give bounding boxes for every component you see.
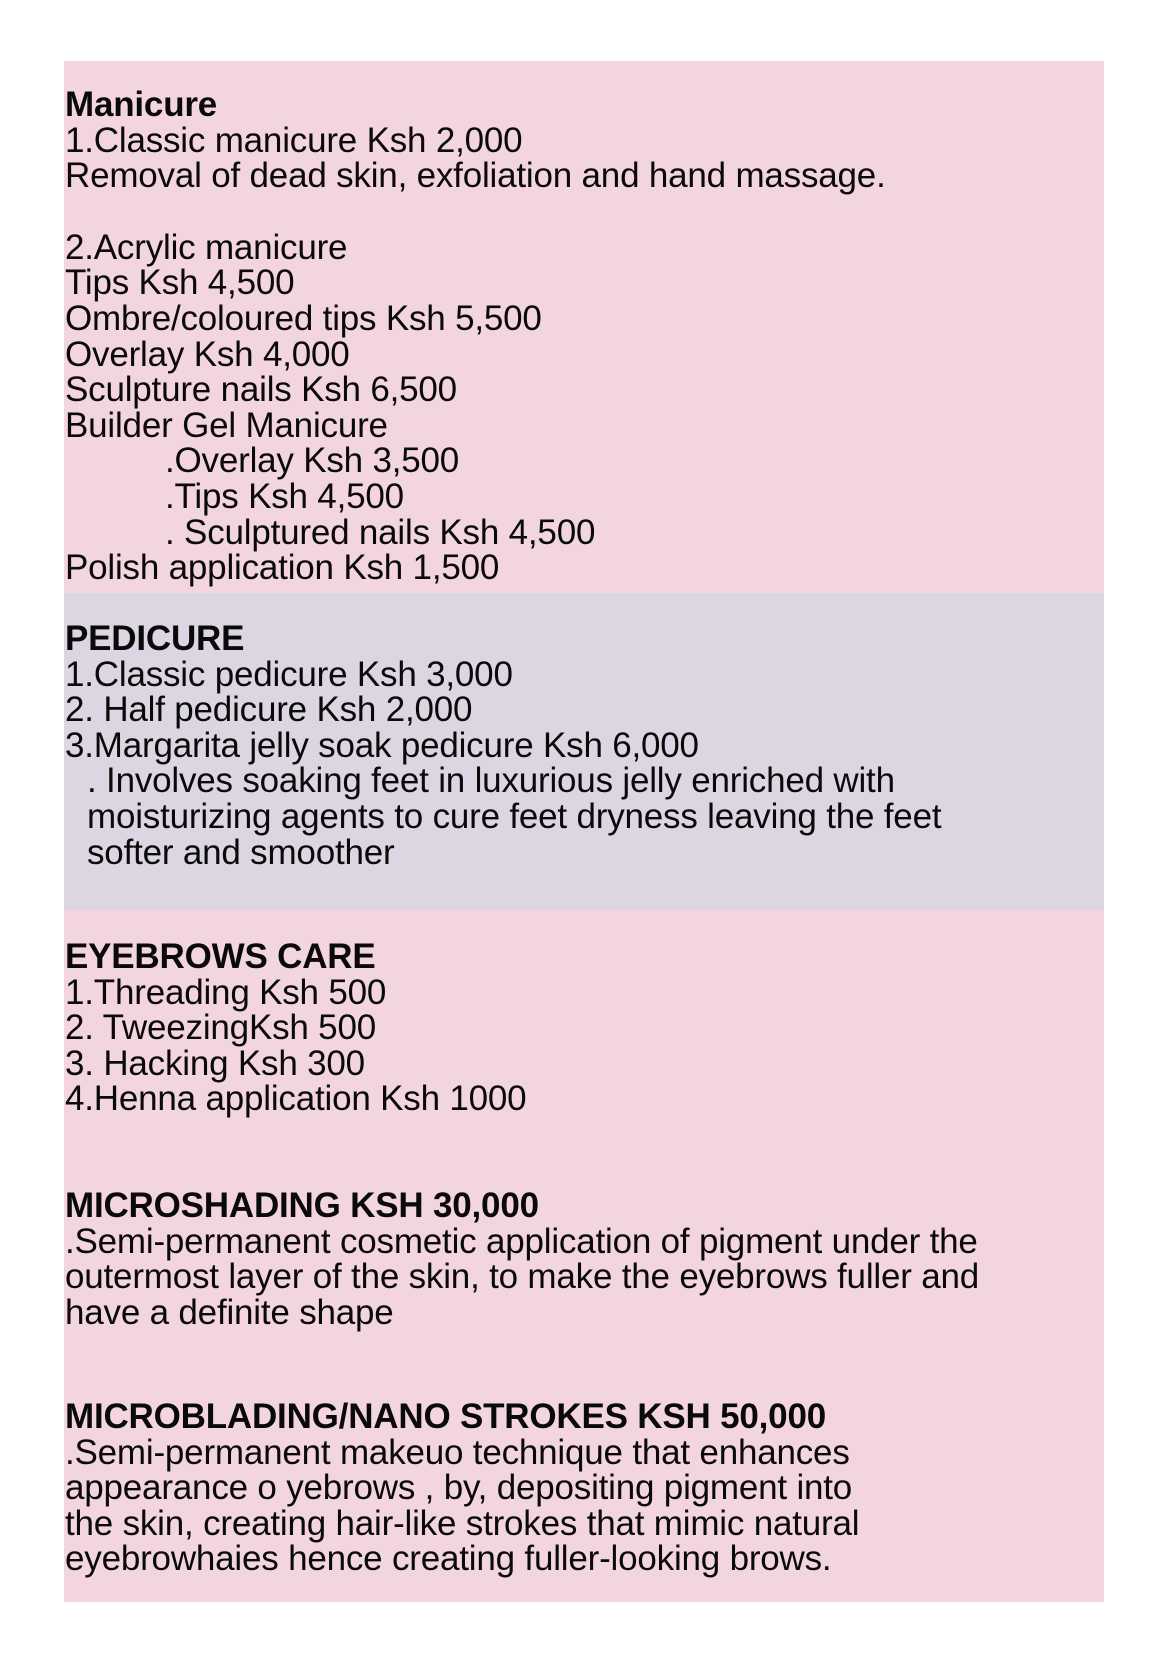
builder-gel-item: .Tips Ksh 4,500: [165, 476, 404, 516]
pedicure-section: [65, 621, 1105, 870]
microblading-description-line: appearance o yebrows , by, depositing pigment into: [65, 1468, 853, 1508]
builder-gel-item: . Sculptured nails Ksh 4,500: [165, 512, 596, 552]
microblading-description-line: .Semi-permanent makeuo technique that enhances: [65, 1432, 850, 1472]
pedicure-item: 3.Margarita jelly soak pedicure Ksh 6,000: [65, 725, 699, 765]
eyebrows-care-heading: EYEBROWS CARE: [65, 937, 376, 976]
pedicure-description-line: . Involves soaking feet in luxurious jelly enriched with: [87, 761, 895, 801]
eyebrows-item: 4.Henna application Ksh 1000: [65, 1079, 527, 1119]
spacer: [65, 194, 1105, 230]
pedicure-description-line: softer and smoother: [87, 832, 395, 872]
microblading-description-line: the skin, creating hair-like strokes that mimic natural: [65, 1503, 860, 1543]
microshading-section: [65, 1188, 1105, 1330]
builder-gel-title: Builder Gel Manicure: [65, 405, 388, 445]
acrylic-item: Overlay Ksh 4,000: [65, 334, 350, 374]
eyebrows-item: 2. TweezingKsh 500: [65, 1008, 376, 1048]
pedicure-item: 2. Half pedicure Ksh 2,000: [65, 690, 473, 730]
manicure-heading: Manicure: [65, 85, 218, 124]
microshading-description-line: have a definite shape: [65, 1292, 394, 1332]
classic-manicure-item: 1.Classic manicure Ksh 2,000: [65, 120, 523, 160]
microshading-description-line: .Semi-permanent cosmetic application of pigment under the: [65, 1221, 978, 1261]
polish-application-item: Polish application Ksh 1,500: [65, 548, 500, 588]
eyebrows-care-section: [65, 939, 1105, 1117]
pedicure-heading: PEDICURE: [65, 619, 245, 658]
acrylic-item: Sculpture nails Ksh 6,500: [65, 370, 457, 410]
pedicure-item: 1.Classic pedicure Ksh 3,000: [65, 654, 513, 694]
classic-manicure-description: Removal of dead skin, exfoliation and hand massage.: [65, 156, 886, 196]
microshading-heading: MICROSHADING KSH 30,000: [65, 1186, 539, 1225]
microblading-section: [65, 1399, 1105, 1577]
acrylic-item: Tips Ksh 4,500: [65, 263, 295, 303]
microblading-heading: MICROBLADING/NANO STROKES KSH 50,000: [65, 1397, 826, 1436]
manicure-section: [65, 87, 1105, 586]
microblading-description-line: eyebrowhaies hence creating fuller-looking brows.: [65, 1539, 832, 1579]
eyebrows-item: 1.Threading Ksh 500: [65, 972, 387, 1012]
eyebrows-item: 3. Hacking Ksh 300: [65, 1043, 365, 1083]
builder-gel-item: .Overlay Ksh 3,500: [165, 441, 460, 481]
pedicure-description-line: moisturizing agents to cure feet dryness leaving the feet: [87, 796, 942, 836]
acrylic-manicure-title: 2.Acrylic manicure: [65, 227, 348, 267]
acrylic-item: Ombre/coloured tips Ksh 5,500: [65, 298, 542, 338]
microshading-description-line: outermost layer of the skin, to make the eyebrows fuller and: [65, 1257, 980, 1297]
